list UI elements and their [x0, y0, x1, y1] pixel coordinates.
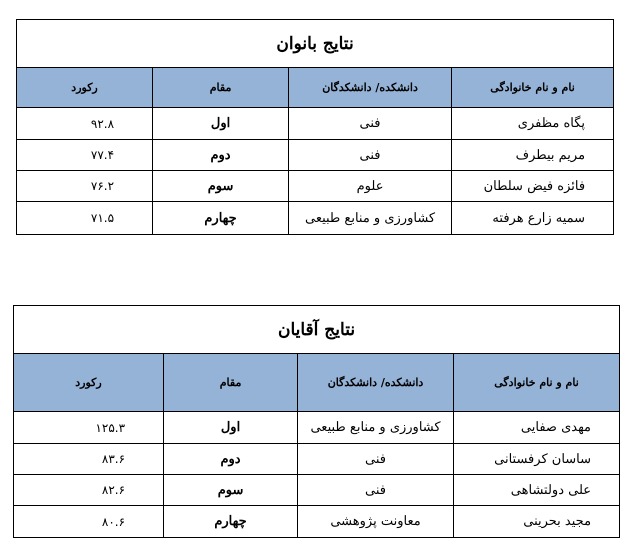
- cell-faculty: علوم: [289, 171, 452, 202]
- cell-rank: چهارم: [164, 506, 298, 538]
- cell-rank: سوم: [164, 475, 298, 506]
- header-rank: مقام: [153, 68, 289, 108]
- table-row: [17, 202, 614, 235]
- cell-faculty: فنی: [298, 444, 454, 475]
- cell-rank: سوم: [153, 171, 289, 202]
- cell-name: مریم بیطرف: [452, 140, 614, 171]
- table-row: [17, 171, 614, 202]
- cell-record: ۸۲.۶: [14, 475, 164, 506]
- header-name: نام و نام خانوادگی: [452, 68, 614, 108]
- cell-faculty: معاونت پژوهشی: [298, 506, 454, 538]
- men-results-table: [13, 305, 620, 538]
- table-row: [17, 108, 614, 140]
- cell-record: ۷۷.۴: [17, 140, 153, 171]
- cell-faculty: کشاورزی و منابع طبیعی: [289, 202, 452, 235]
- table-row: [14, 475, 620, 506]
- cell-name: مهدی صفایی: [454, 412, 620, 444]
- men-table-title: نتایج آقایان: [14, 306, 620, 354]
- table-row: [14, 412, 620, 444]
- cell-faculty: فنی: [289, 140, 452, 171]
- cell-record: ۱۲۵.۳: [14, 412, 164, 444]
- women-table-title: نتایج بانوان: [17, 20, 614, 68]
- cell-record: ۸۰.۶: [14, 506, 164, 538]
- table-row: [14, 444, 620, 475]
- cell-record: ۸۳.۶: [14, 444, 164, 475]
- cell-name: علی دولتشاهی: [454, 475, 620, 506]
- table-row: [14, 506, 620, 538]
- header-name: نام و نام خانوادگی: [454, 354, 620, 412]
- cell-rank: دوم: [153, 140, 289, 171]
- cell-faculty: فنی: [289, 108, 452, 140]
- cell-name: فائزه فیض سلطان: [452, 171, 614, 202]
- cell-name: سمیه زارع هرفته: [452, 202, 614, 235]
- cell-rank: چهارم: [153, 202, 289, 235]
- cell-rank: دوم: [164, 444, 298, 475]
- header-record: رکورد: [14, 354, 164, 412]
- women-results-table: [16, 19, 614, 235]
- header-faculty: دانشکده/ دانشکدگان: [289, 68, 452, 108]
- table-row: [17, 140, 614, 171]
- header-rank: مقام: [164, 354, 298, 412]
- cell-record: ۹۲.۸: [17, 108, 153, 140]
- cell-name: پگاه مظفری: [452, 108, 614, 140]
- cell-rank: اول: [164, 412, 298, 444]
- cell-record: ۷۱.۵: [17, 202, 153, 235]
- cell-faculty: فنی: [298, 475, 454, 506]
- header-record: رکورد: [17, 68, 153, 108]
- header-faculty: دانشکده/ دانشکدگان: [298, 354, 454, 412]
- cell-faculty: کشاورزی و منابع طبیعی: [298, 412, 454, 444]
- cell-rank: اول: [153, 108, 289, 140]
- cell-name: مجید بحرینی: [454, 506, 620, 538]
- cell-name: ساسان کرفستانی: [454, 444, 620, 475]
- cell-record: ۷۶.۲: [17, 171, 153, 202]
